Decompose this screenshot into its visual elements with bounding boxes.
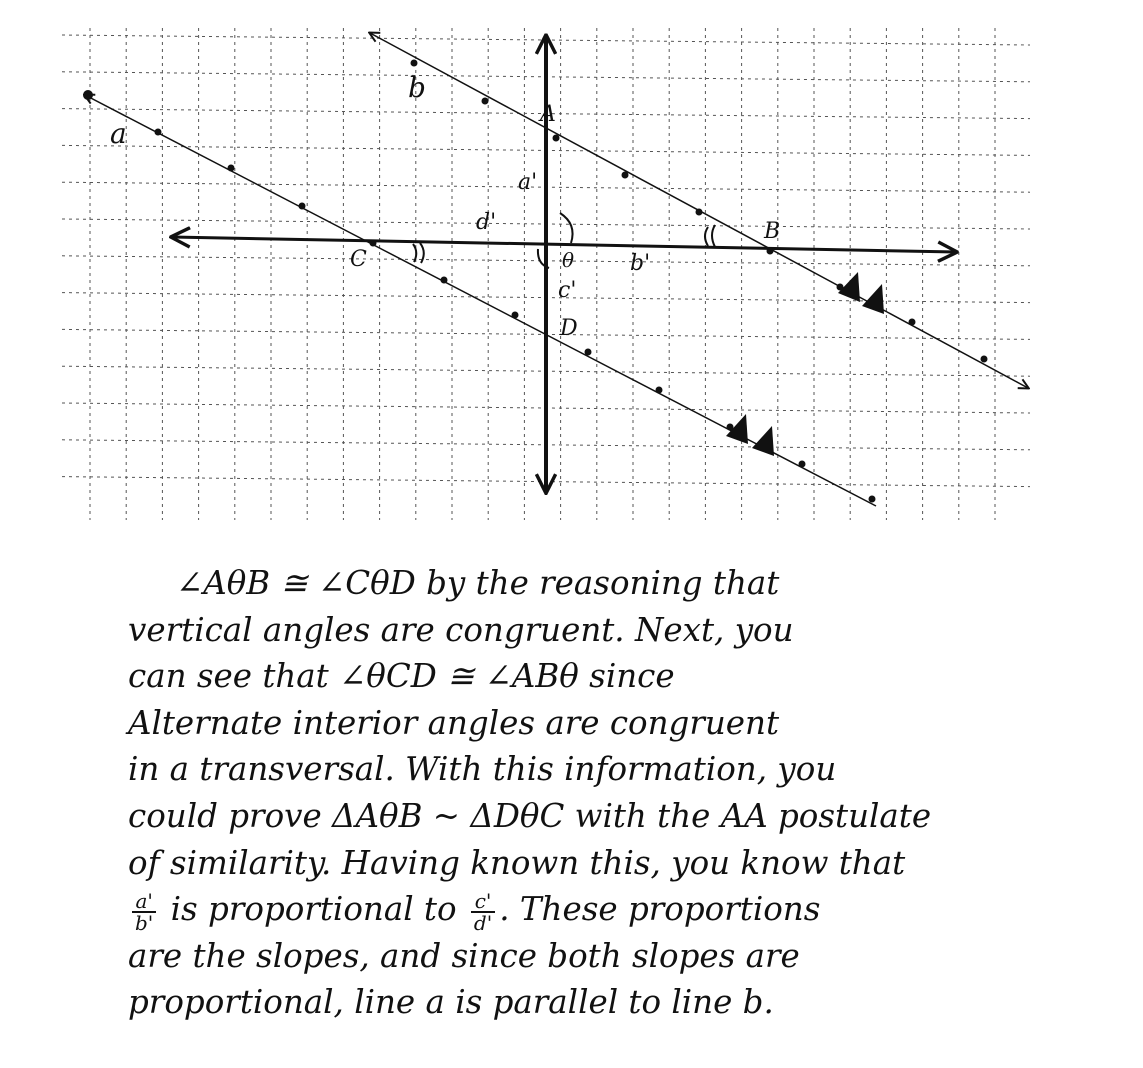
line-b-points [411,60,988,363]
line-a-points [83,90,876,503]
label-point-c: C [350,247,367,272]
proof-line-9: are the slopes, and since both slopes are [128,936,800,975]
proof-line-2: vertical angles are congruent. Next, you [128,610,794,649]
label-c-prime: c' [558,278,577,303]
label-point-b: B [764,219,781,244]
proof-line-5: in a transversal. With this information, you [128,750,837,789]
proof-line-1: ∠AθB ≅ ∠CθD by the reasoning that [176,564,780,602]
proof-line-7: of similarity. Having known this, you know that [128,843,906,882]
label-origin: θ [562,248,575,272]
label-d-prime: d' [476,210,497,235]
proof-line-4: Alternate interior angles are congruent [128,703,780,742]
label-point-d: D [560,316,578,341]
proof-line-8 [128,886,1088,933]
fraction-denominator: d' [473,910,493,935]
label-point-a: A [540,102,556,127]
fraction-a-over-b [132,888,156,935]
proof-line-10: proportional, line a is parallel to line b. [128,983,774,1022]
fraction-numerator: c' [471,891,495,913]
fraction-denominator: b' [135,910,154,935]
proof-line-8-middle: is proportional to [170,890,457,929]
proof-line-6: could prove ΔAθB ~ ΔDθC with the AA postulate [128,796,932,835]
label-line-b: b [408,71,426,104]
label-b-prime: b' [630,251,651,276]
parallel-marks-line-a [726,414,774,456]
label-line-a: a [110,117,127,150]
fraction-c-over-d [471,888,495,935]
fraction-numerator: a' [132,891,156,913]
proof-line-8-end: . These proportions [499,890,821,929]
proof-line-3: can see that ∠θCD ≅ ∠ABθ since [128,657,675,696]
label-a-prime: a' [518,170,538,195]
parallel-marks-line-b [838,272,884,314]
proof-paragraph [128,560,1088,1026]
